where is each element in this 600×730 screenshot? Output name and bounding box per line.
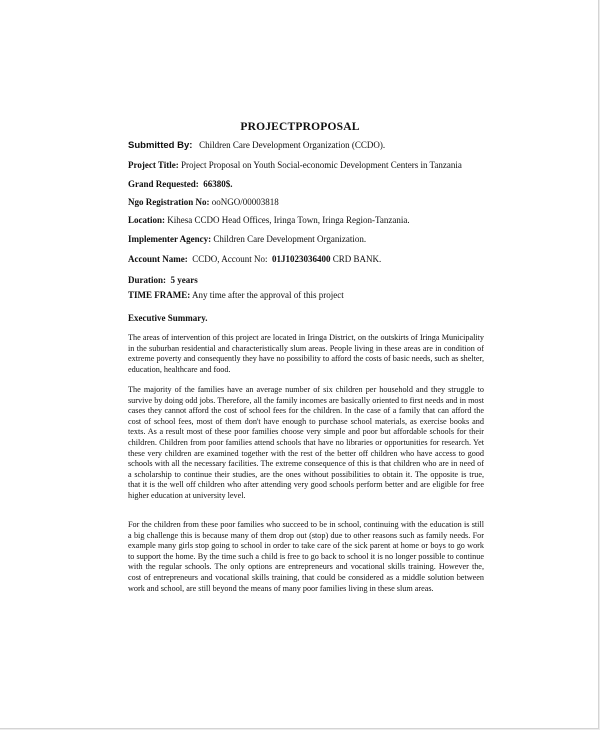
time-frame-label: TIME FRAME: [128,290,191,300]
ngo-registration-field [128,197,279,207]
grand-requested-label: Grand Requested: [128,179,199,189]
document-title: PROJECTPROPOSAL [240,121,360,133]
duration-field [128,275,198,285]
duration-value: 5 years [170,275,198,285]
project-title-field [128,160,462,170]
grand-requested-value: 66380$. [203,179,233,189]
time-frame-value: Any time after the approval of this project [192,290,344,300]
submitted-by-value: Children Care Development Organization (CCDO). [199,140,386,150]
account-name-label: Account Name: [128,254,188,264]
location-field [128,215,410,225]
account-bank: CRD BANK. [332,254,382,264]
implementer-agency-label: Implementer Agency: [128,234,212,244]
location-label: Location: [128,215,165,225]
account-name-field [128,254,381,264]
submitted-by-label: Submitted By: [128,140,193,151]
summary-paragraph-2: The majority of the families have an average number of six children per household and they struggle to survive by doing odd jobs. Therefore, all the family incomes are basically oriented to first needs and in most cases they cannot afford the cost of school fees for the children. In the case of a family that can afford the cost of school fees, most of them don't have enough to purchase school materials, as exercise books and texts. As a result most of these poor families choose very simple and poor but affordable schools for their children. Children from poor families attend schools that have no libraries or opportunities for research. Yet these very children are examined together with the rest of the better off children who have access to good schools with all the necessary facilities. The extreme consequence of this is that children who are in need of a scholarship to continue their studies, are the ones without possibilities to obtain it. The opposite is true, that it is the well off children who after attending very good schools perform better and are eligible for free higher education at university level. [128,385,484,500]
duration-label: Duration: [128,275,166,285]
ngo-registration-label: Ngo Registration No: [128,197,210,207]
executive-summary-heading: Executive Summary. [128,313,208,323]
account-number: 01J1023036400 [272,254,331,264]
summary-paragraph-1: The areas of intervention of this project are located in Iringa District, on the outskirts of Iringa Municipality in the suburban residential and characteristically slum areas. People living in these areas are in condition of extreme poverty and consequently they have no possibility to afford the costs of basic needs, such as shelter, education, healthcare and food. [128,333,484,374]
project-title-value: Project Proposal on Youth Social-economic Development Centers in Tanzania [180,160,462,170]
ngo-registration-value: ooNGO/00003818 [211,197,279,207]
grand-requested-field [128,179,233,189]
implementer-agency-field [128,234,366,244]
implementer-agency-value: Children Care Development Organization. [213,234,367,244]
summary-paragraph-3: For the children from these poor families who succeed to be in school, continuing with the education is still a big challenge this is because many of them drop out (stop) due to other reasons such as family needs. For example many girls stop going to school in order to take care of the sick parent at home or boys to go work to support the home. By the time such a child is free to go back to school it is no longer possible to continue with the regular schools. The only options are entrepreneurs and vocational skills training. However the, cost of entrepreneurs and vocational skills training, that could be considered as a middle solution between work and school, are still beyond the means of many poor families living in these slum areas. [128,520,484,593]
submitted-by-field [128,140,385,151]
time-frame-field [128,290,344,300]
location-value: Kihesa CCDO Head Offices, Iringa Town, Iringa Region-Tanzania. [167,215,410,225]
account-name-value: CCDO, Account No: [192,254,268,264]
project-title-label: Project Title: [128,160,179,170]
